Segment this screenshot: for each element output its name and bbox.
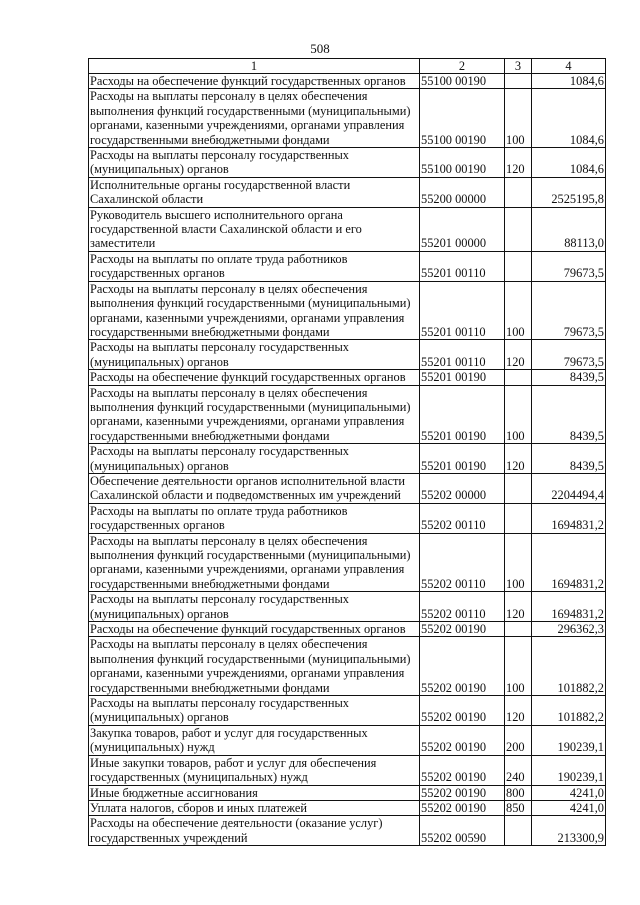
table-row [89, 370, 606, 385]
page-number: 508 [310, 41, 330, 56]
row-code-cell: 55201 00190 [420, 444, 505, 474]
row-type-cell: 100 [505, 281, 532, 340]
table-row [89, 622, 606, 637]
row-amount-cell: 1084,6 [532, 89, 606, 148]
row-amount-cell: 8439,5 [532, 444, 606, 474]
row-name-cell: Расходы на выплаты персоналу в целях обеспечения выполнения функций государственными (муниципальными) органами, казенными учреждениями, органами управления государственными внебюджетными фондами [89, 637, 420, 696]
row-code-cell: 55201 00110 [420, 340, 505, 370]
row-code-cell: 55201 00000 [420, 207, 505, 251]
row-type-cell: 120 [505, 148, 532, 178]
row-amount-cell: 2525195,8 [532, 177, 606, 207]
row-code-cell: 55202 00190 [420, 637, 505, 696]
row-code-cell: 55202 00190 [420, 755, 505, 785]
row-code-cell: 55202 00590 [420, 816, 505, 846]
row-type-cell: 120 [505, 592, 532, 622]
row-type-cell: 120 [505, 696, 532, 726]
row-type-cell: 200 [505, 725, 532, 755]
row-type-cell: 100 [505, 637, 532, 696]
row-code-cell: 55200 00000 [420, 177, 505, 207]
row-code-cell: 55202 00190 [420, 622, 505, 637]
row-amount-cell: 2204494,4 [532, 473, 606, 503]
row-name-cell: Закупка товаров, работ и услуг для государственных (муниципальных) нужд [89, 725, 420, 755]
row-code-cell: 55202 00000 [420, 473, 505, 503]
table-row [89, 725, 606, 755]
row-amount-cell: 8439,5 [532, 385, 606, 444]
row-type-cell: 800 [505, 785, 532, 800]
row-type-cell [505, 74, 532, 89]
row-code-cell: 55202 00190 [420, 785, 505, 800]
row-name-cell: Расходы на выплаты персоналу в целях обеспечения выполнения функций государственными (муниципальными) органами, казенными учреждениями, органами управления государственными внебюджетными фондами [89, 533, 420, 592]
row-code-cell: 55100 00190 [420, 89, 505, 148]
row-name-cell: Расходы на выплаты персоналу государственных (муниципальных) органов [89, 148, 420, 178]
row-type-cell [505, 816, 532, 846]
row-amount-cell: 190239,1 [532, 755, 606, 785]
row-name-cell: Расходы на обеспечение функций государственных органов [89, 74, 420, 89]
row-amount-cell: 213300,9 [532, 816, 606, 846]
header-col-4: 4 [532, 59, 606, 74]
row-name-cell: Расходы на обеспечение деятельности (оказание услуг) государственных учреждений [89, 816, 420, 846]
table-row [89, 74, 606, 89]
table-row [89, 785, 606, 800]
row-name-cell: Расходы на выплаты персоналу в целях обеспечения выполнения функций государственными (муниципальными) органами, казенными учреждениями, органами управления государственными внебюджетными фондами [89, 281, 420, 340]
table-row [89, 281, 606, 340]
row-amount-cell: 1084,6 [532, 74, 606, 89]
row-type-cell: 100 [505, 89, 532, 148]
row-name-cell: Расходы на выплаты персоналу в целях обеспечения выполнения функций государственными (муниципальными) органами, казенными учреждениями, органами управления государственными внебюджетными фондами [89, 385, 420, 444]
table-row [89, 385, 606, 444]
row-code-cell: 55100 00190 [420, 148, 505, 178]
row-name-cell: Руководитель высшего исполнительного органа государственной власти Сахалинской области и его заместители [89, 207, 420, 251]
table-row [89, 89, 606, 148]
row-code-cell: 55202 00110 [420, 503, 505, 533]
table-row [89, 444, 606, 474]
table-header-row [89, 59, 606, 74]
row-name-cell: Расходы на выплаты персоналу государственных (муниципальных) органов [89, 592, 420, 622]
table-row [89, 340, 606, 370]
row-code-cell: 55100 00190 [420, 74, 505, 89]
row-name-cell: Расходы на выплаты персоналу государственных (муниципальных) органов [89, 444, 420, 474]
row-code-cell: 55202 00190 [420, 800, 505, 815]
row-amount-cell: 1694831,2 [532, 533, 606, 592]
row-amount-cell: 88113,0 [532, 207, 606, 251]
row-amount-cell: 1694831,2 [532, 592, 606, 622]
row-amount-cell: 8439,5 [532, 370, 606, 385]
row-code-cell: 55201 00110 [420, 251, 505, 281]
row-name-cell: Расходы на выплаты по оплате труда работников государственных органов [89, 251, 420, 281]
table-row [89, 251, 606, 281]
table-row [89, 177, 606, 207]
row-amount-cell: 79673,5 [532, 251, 606, 281]
row-name-cell: Обеспечение деятельности органов исполнительной власти Сахалинской области и подведомственных им учреждений [89, 473, 420, 503]
row-type-cell [505, 473, 532, 503]
table-row [89, 800, 606, 815]
row-code-cell: 55202 00110 [420, 533, 505, 592]
row-code-cell: 55201 00190 [420, 370, 505, 385]
row-name-cell: Расходы на выплаты персоналу государственных (муниципальных) органов [89, 340, 420, 370]
row-amount-cell: 296362,3 [532, 622, 606, 637]
table-row [89, 592, 606, 622]
table-row [89, 533, 606, 592]
row-amount-cell: 79673,5 [532, 281, 606, 340]
row-name-cell: Иные закупки товаров, работ и услуг для обеспечения государственных (муниципальных) нужд [89, 755, 420, 785]
row-type-cell [505, 207, 532, 251]
row-code-cell: 55202 00190 [420, 696, 505, 726]
row-amount-cell: 101882,2 [532, 696, 606, 726]
row-amount-cell: 79673,5 [532, 340, 606, 370]
row-code-cell: 55201 00110 [420, 281, 505, 340]
row-type-cell [505, 622, 532, 637]
row-name-cell: Расходы на выплаты персоналу государственных (муниципальных) органов [89, 696, 420, 726]
row-amount-cell: 4241,0 [532, 785, 606, 800]
row-amount-cell: 190239,1 [532, 725, 606, 755]
row-amount-cell: 101882,2 [532, 637, 606, 696]
header-col-1: 1 [89, 59, 420, 74]
table-row [89, 696, 606, 726]
table-row [89, 503, 606, 533]
row-name-cell: Расходы на выплаты по оплате труда работников государственных органов [89, 503, 420, 533]
row-name-cell: Уплата налогов, сборов и иных платежей [89, 800, 420, 815]
table-row [89, 637, 606, 696]
row-type-cell [505, 177, 532, 207]
row-type-cell: 120 [505, 444, 532, 474]
table-row [89, 473, 606, 503]
row-type-cell: 100 [505, 385, 532, 444]
row-name-cell: Расходы на обеспечение функций государственных органов [89, 370, 420, 385]
header-col-2: 2 [420, 59, 505, 74]
row-name-cell: Исполнительные органы государственной власти Сахалинской области [89, 177, 420, 207]
row-name-cell: Расходы на обеспечение функций государственных органов [89, 622, 420, 637]
table-row [89, 816, 606, 846]
row-code-cell: 55202 00110 [420, 592, 505, 622]
row-code-cell: 55201 00190 [420, 385, 505, 444]
row-type-cell [505, 251, 532, 281]
row-code-cell: 55202 00190 [420, 725, 505, 755]
row-type-cell: 120 [505, 340, 532, 370]
table-body [89, 74, 606, 846]
row-amount-cell: 1694831,2 [532, 503, 606, 533]
header-col-3: 3 [505, 59, 532, 74]
row-type-cell: 850 [505, 800, 532, 815]
row-type-cell [505, 503, 532, 533]
row-name-cell: Иные бюджетные ассигнования [89, 785, 420, 800]
row-amount-cell: 4241,0 [532, 800, 606, 815]
row-amount-cell: 1084,6 [532, 148, 606, 178]
row-type-cell [505, 370, 532, 385]
table-row [89, 207, 606, 251]
row-name-cell: Расходы на выплаты персоналу в целях обеспечения выполнения функций государственными (муниципальными) органами, казенными учреждениями, органами управления государственными внебюджетными фондами [89, 89, 420, 148]
budget-table [88, 58, 606, 846]
row-type-cell: 240 [505, 755, 532, 785]
table-row [89, 755, 606, 785]
table-row [89, 148, 606, 178]
row-type-cell: 100 [505, 533, 532, 592]
